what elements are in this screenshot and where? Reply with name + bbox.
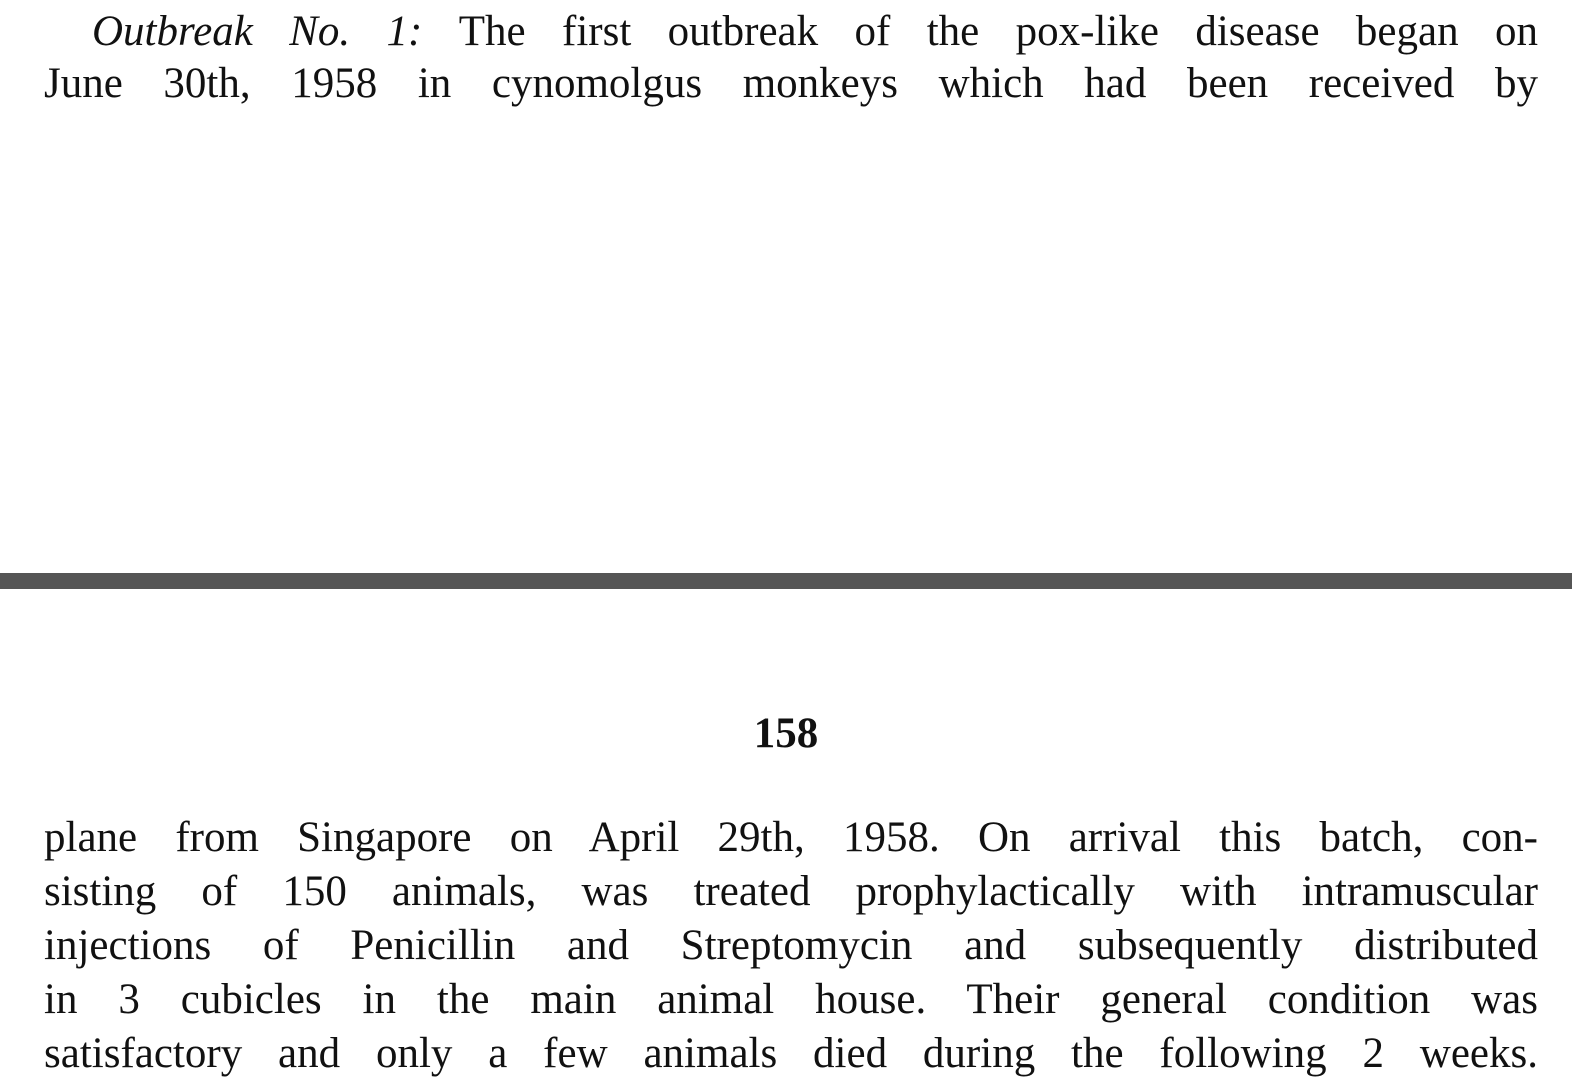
paragraph-line-1: [92, 6, 1538, 58]
paragraph-line-4: sisting of 150 animals, was treated prophylactically with intramuscular: [44, 868, 1538, 915]
outbreak-heading: Outbreak No. 1:: [92, 8, 423, 55]
paragraph-line-2: June 30th, 1958 in cynomolgus monkeys which had been received by: [44, 60, 1538, 107]
page-divider: [0, 573, 1572, 589]
paragraph-text: The first outbreak of the pox-like disease began on: [458, 8, 1539, 55]
page-number: 158: [753, 710, 819, 757]
paragraph-line-5: injections of Penicillin and Streptomycin and subsequently distributed: [44, 922, 1538, 969]
top-edge: [0, 0, 1572, 4]
paragraph-line-6: in 3 cubicles in the main animal house. Their general condition was: [44, 976, 1538, 1023]
paragraph-line-3: plane from Singapore on April 29th, 1958. On arrival this batch, con-: [44, 814, 1538, 861]
paragraph-line-7: satisfactory and only a few animals died during the following 2 weeks.: [44, 1030, 1538, 1077]
